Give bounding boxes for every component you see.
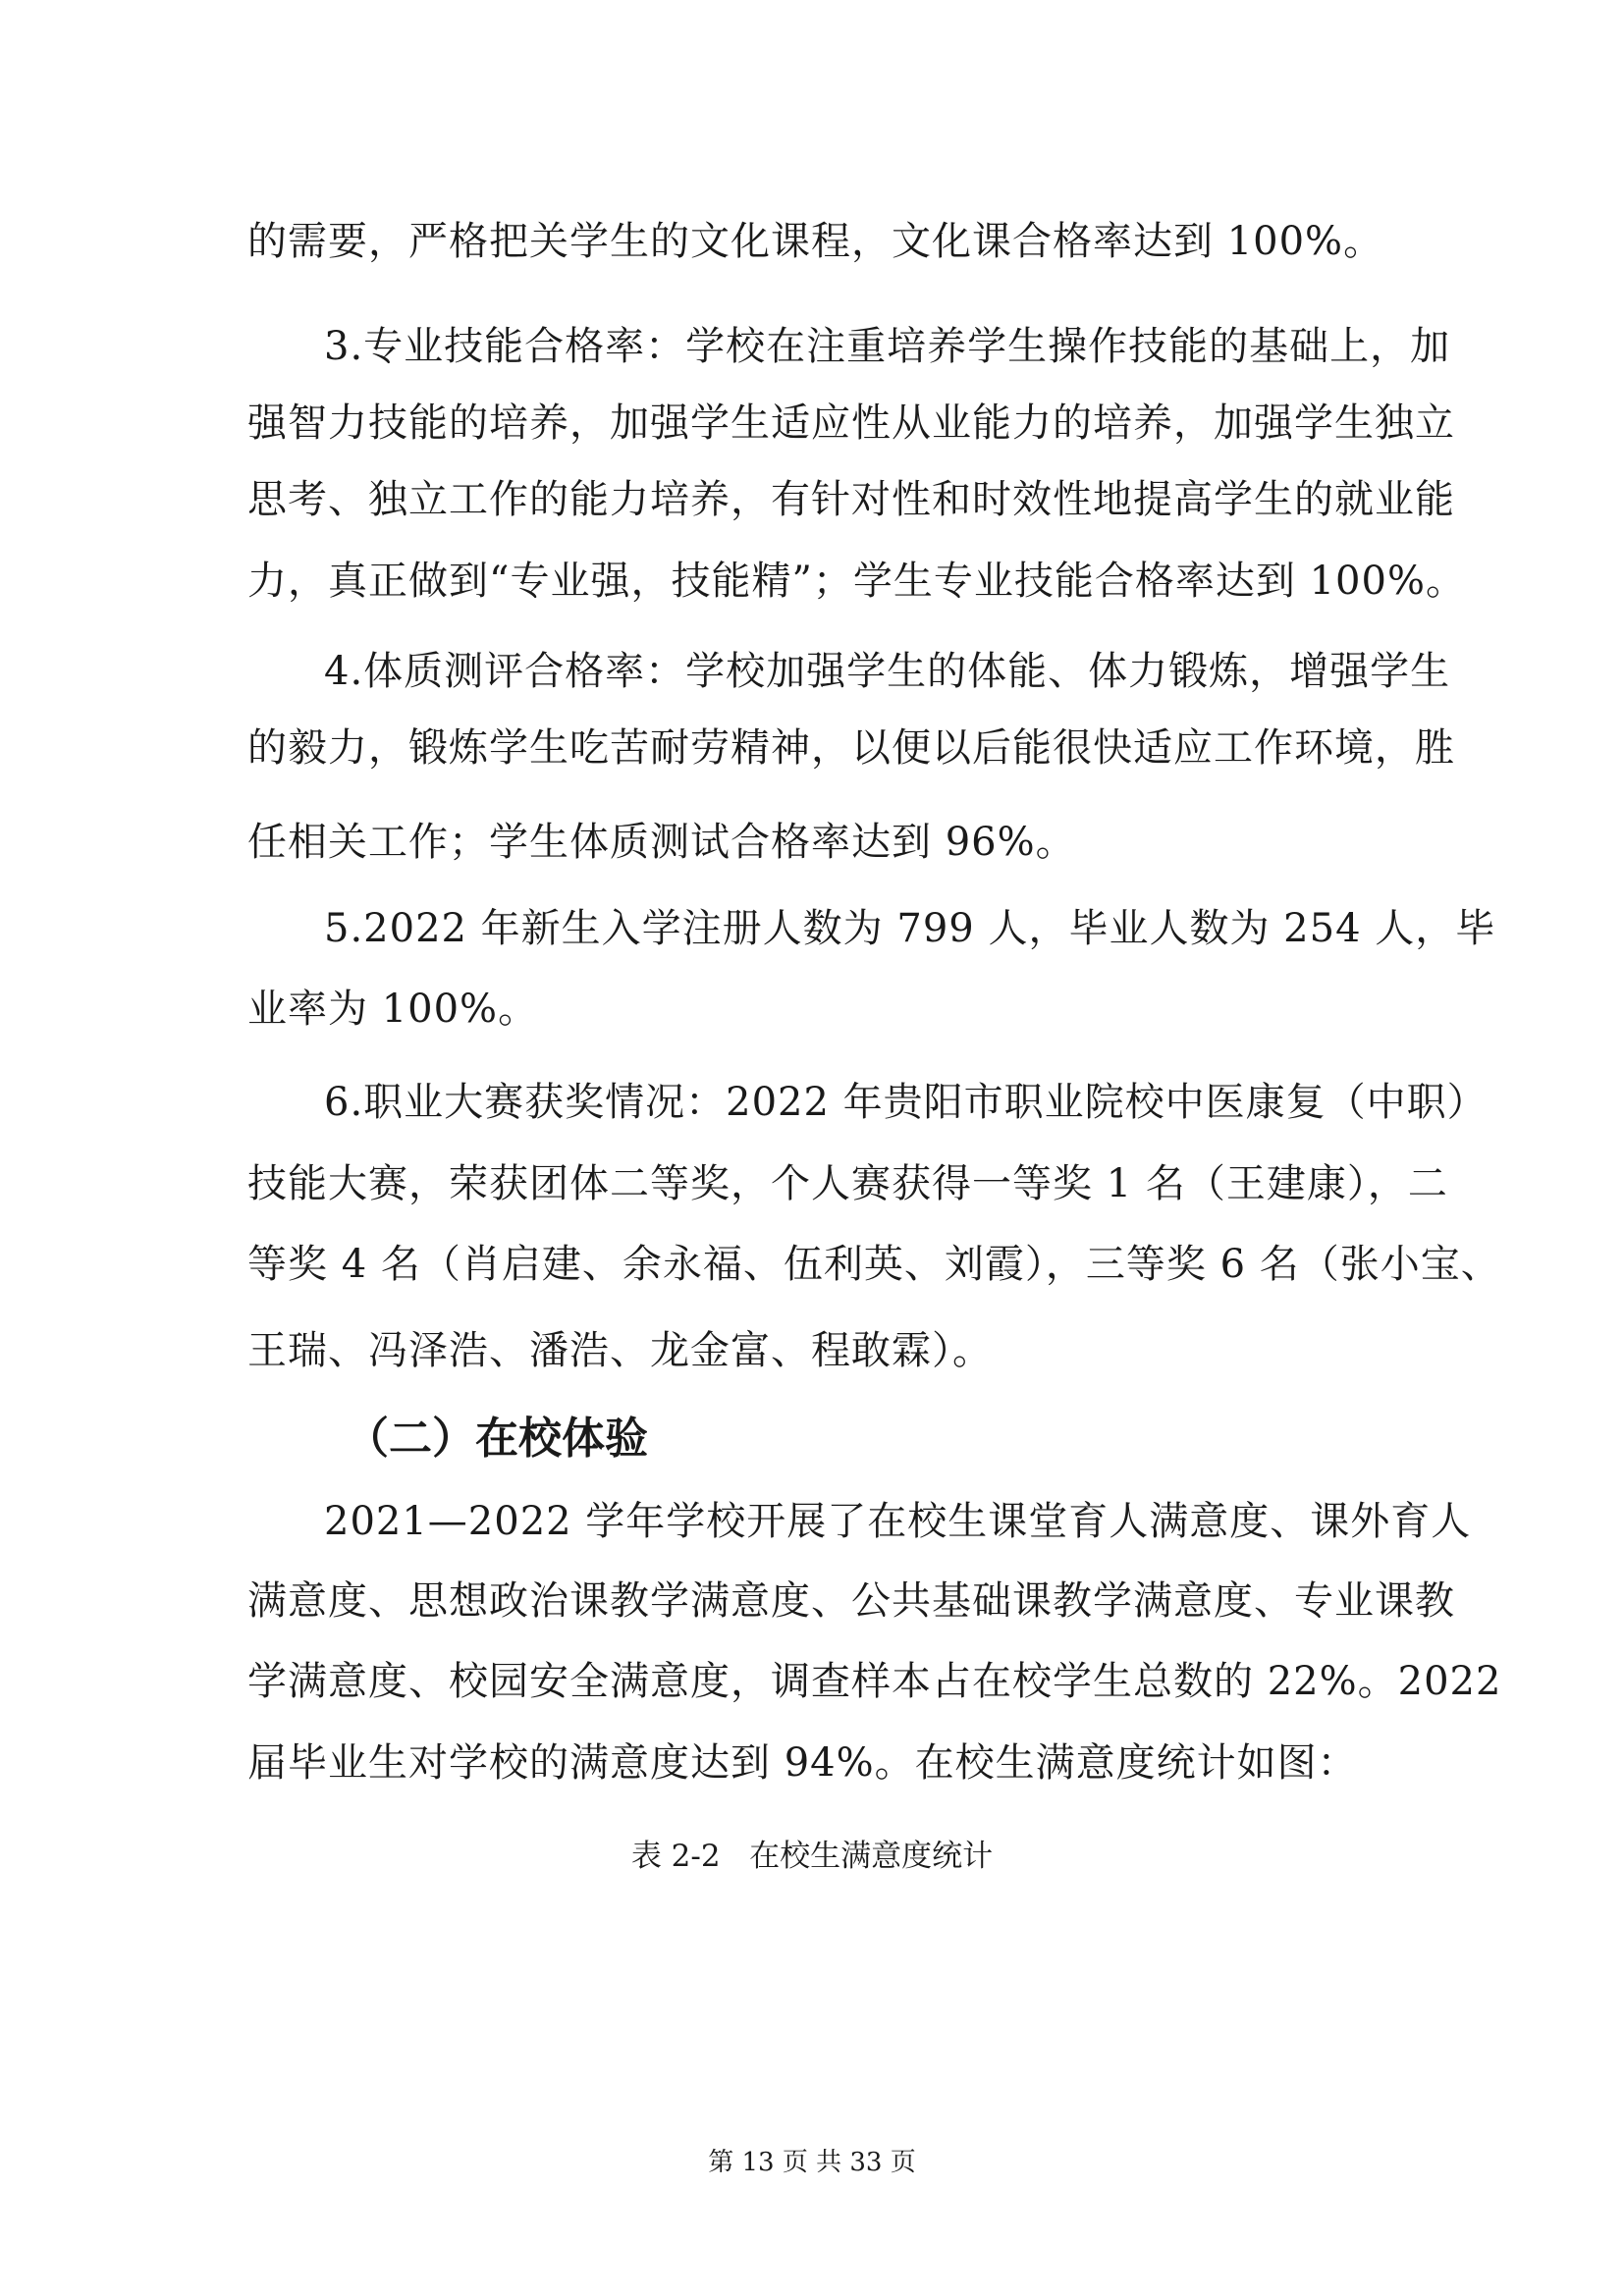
paragraph-line: 5.2022 年新生入学注册人数为 799 人，毕业人数为 254 人，毕 [324,906,1496,951]
paragraph-line: 3.专业技能合格率：学校在注重培养学生操作技能的基础上，加 [324,324,1451,369]
paragraph-line: 6.职业大赛获奖情况：2022 年贵阳市职业院校中医康复（中职） [324,1080,1488,1125]
table-caption: 表 2-2 在校生满意度统计 [630,1839,994,1874]
paragraph-line: 技能大赛，荣获团体二等奖，个人赛获得一等奖 1 名（王建康），二 [247,1161,1448,1206]
paragraph-line: 的需要，严格把关学生的文化课程，文化课合格率达到 100%。 [247,219,1384,264]
paragraph-line: 力，真正做到“专业强，技能精”；学生专业技能合格率达到 100%。 [247,559,1466,604]
paragraph-line: 王瑞、冯泽浩、潘浩、龙金富、程敢霖）。 [247,1328,993,1373]
paragraph-line: 思考、独立工作的能力培养，有针对性和时效性地提高学生的就业能 [247,477,1455,522]
paragraph-line: 学满意度、校园安全满意度，调查样本占在校学生总数的 22%。2022 [247,1659,1502,1704]
paragraph-line: 等奖 4 名（肖启建、余永福、伍利英、刘霞），三等奖 6 名（张小宝、 [247,1242,1501,1287]
paragraph-line: 4.体质测评合格率：学校加强学生的体能、体力锻炼，增强学生 [324,649,1451,694]
page-footer: 第 13 页 共 33 页 [708,2148,916,2177]
paragraph-line: 业率为 100%。 [247,987,539,1032]
paragraph-line: 的毅力，锻炼学生吃苦耐劳精神，以便以后能很快适应工作环境，胜 [247,725,1455,771]
paragraph-line: 满意度、思想政治课教学满意度、公共基础课教学满意度、专业课教 [247,1578,1455,1624]
paragraph-line: 任相关工作；学生体质测试合格率达到 96%。 [247,820,1076,865]
paragraph-line: 强智力技能的培养，加强学生适应性从业能力的培养，加强学生独立 [247,400,1455,446]
section-heading: （二）在校体验 [346,1414,648,1464]
paragraph-line: 届毕业生对学校的满意度达到 94%。在校生满意度统计如图： [247,1740,1358,1786]
paragraph-line: 2021—2022 学年学校开展了在校生课堂育人满意度、课外育人 [324,1499,1472,1544]
